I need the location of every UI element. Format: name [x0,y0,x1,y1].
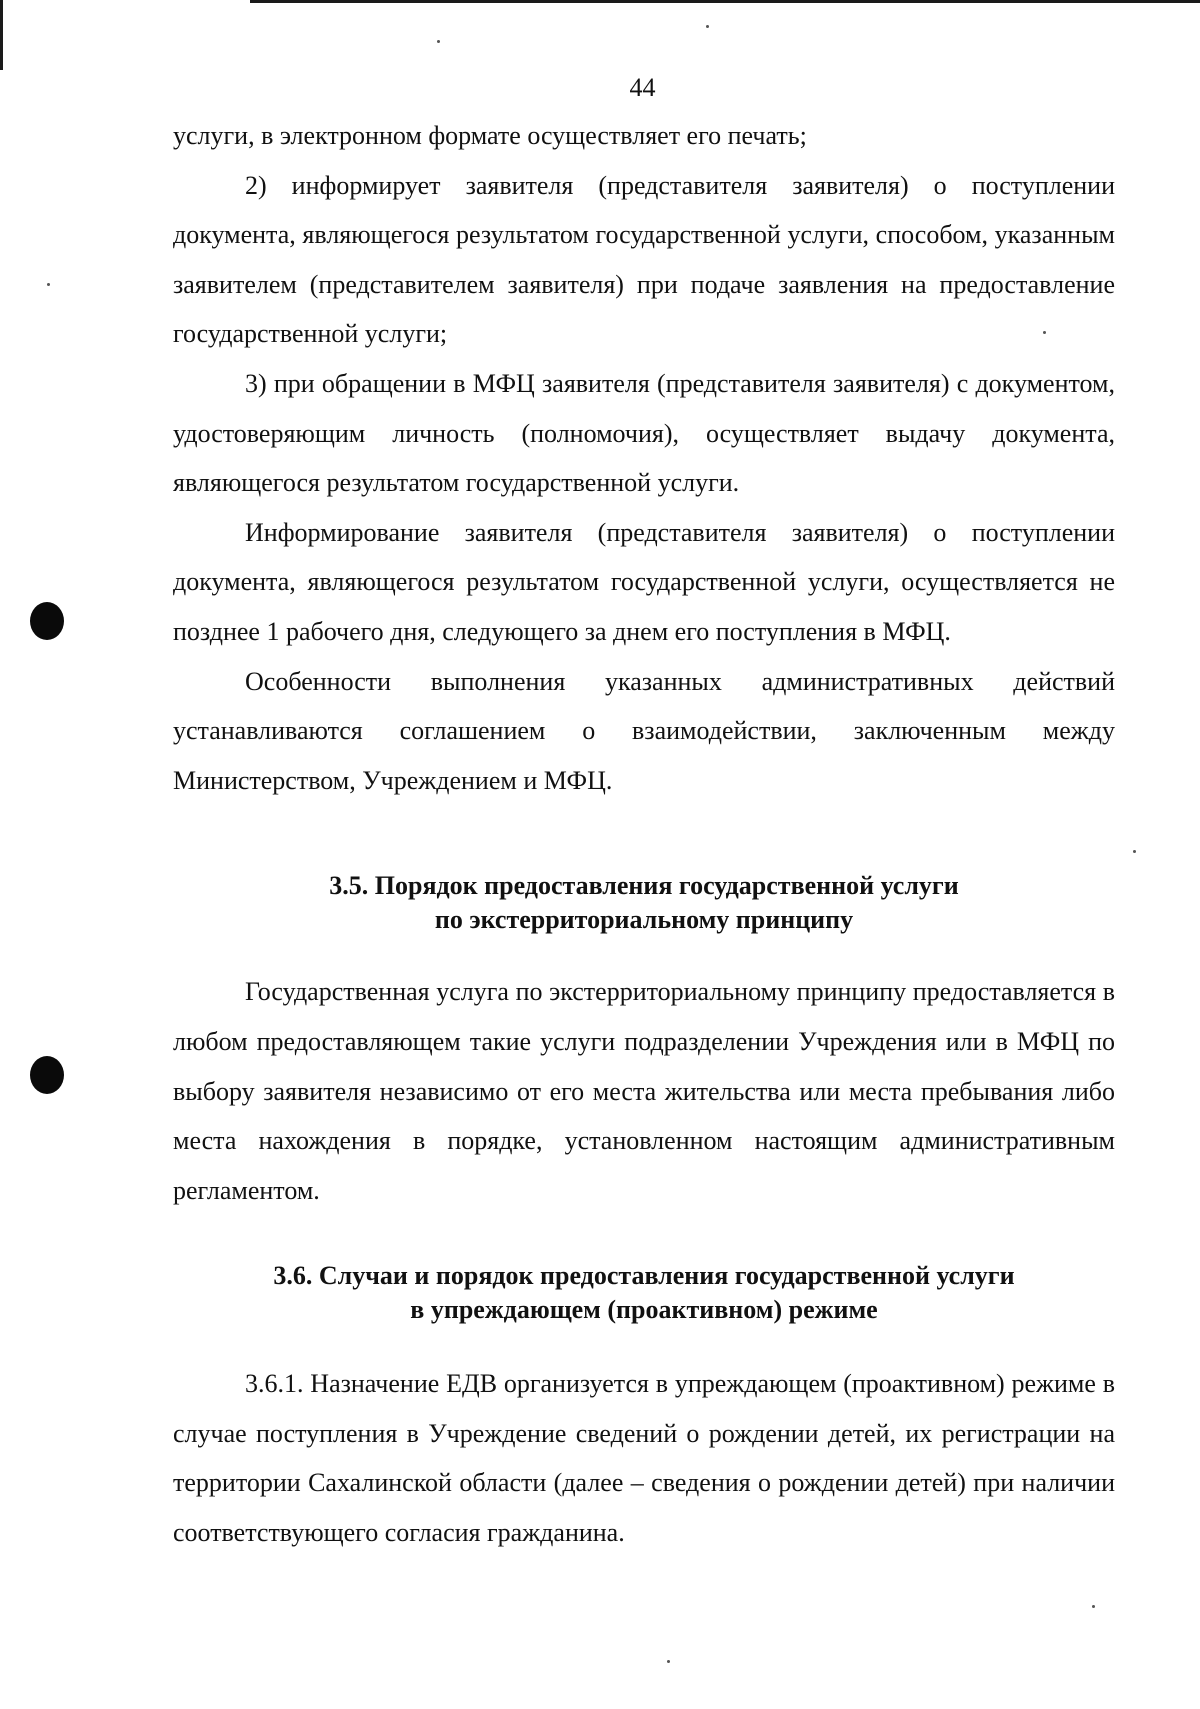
paragraph: 2) информирует заявителя (представителя заявителя) о поступлении документа, являющегося результатом государственной услуги, способом, указанным заявителем (представителем заявителя) при подаче заявления на предоставление государственной услуги; [173,170,1115,349]
scan-speck [667,1660,670,1663]
scan-speck [706,25,709,28]
paragraph: Информирование заявителя (представителя заявителя) о поступлении документа, являющегося результатом государственной услуги, осуществляется не позднее 1 рабочего дня, следующего за днем его поступления в МФЦ. [173,517,1115,646]
scan-speck [1133,850,1136,853]
scan-edge-left [0,0,3,70]
scan-edge-top [250,0,1200,3]
heading-line: в упреждающем (проактивном) режиме [410,1295,878,1325]
section-heading-3-6 [173,1259,1115,1327]
scan-speck [437,40,440,43]
heading-line: 3.5. Порядок предоставления государственной услуги [329,871,959,901]
punch-hole [30,1056,64,1094]
scan-speck [1092,1605,1095,1608]
page-number: 44 [629,73,656,102]
paragraph: Государственная услуга по экстерриториальному принципу предоставляется в любом предоставляющем такие услуги подразделении Учреждения или в МФЦ по выбору заявителя независимо от его места жительства или места пребывания либо места нахождения в порядке, установленном настоящим административным регламентом. [173,977,1115,1205]
heading-line: по экстерриториальному принципу [434,905,854,935]
paragraph: Особенности выполнения указанных административных действий устанавливаются соглашением о взаимодействии, заключенным между Министерством, Учреждением и МФЦ. [173,666,1115,795]
heading-line: 3.6. Случаи и порядок предоставления государственной услуги [273,1261,1015,1291]
paragraph: 3.6.1. Назначение ЕДВ организуется в упреждающем (проактивном) режиме в случае поступления в Учреждение сведений о рождении детей, их регистрации на территории Сахалинской области (далее – сведения о рождении детей) при наличии соответствующего согласия гражданина. [173,1369,1115,1548]
scan-speck [47,283,50,286]
punch-hole [30,602,64,640]
paragraph: услуги, в электронном формате осуществляет его печать; [173,121,807,150]
document-body [173,111,1115,1558]
paragraph: 3) при обращении в МФЦ заявителя (представителя заявителя) с документом, удостоверяющим личность (полномочия), осуществляет выдачу документа, являющегося результатом государственной услуги. [173,368,1115,498]
section-heading-3-5 [173,869,1115,937]
